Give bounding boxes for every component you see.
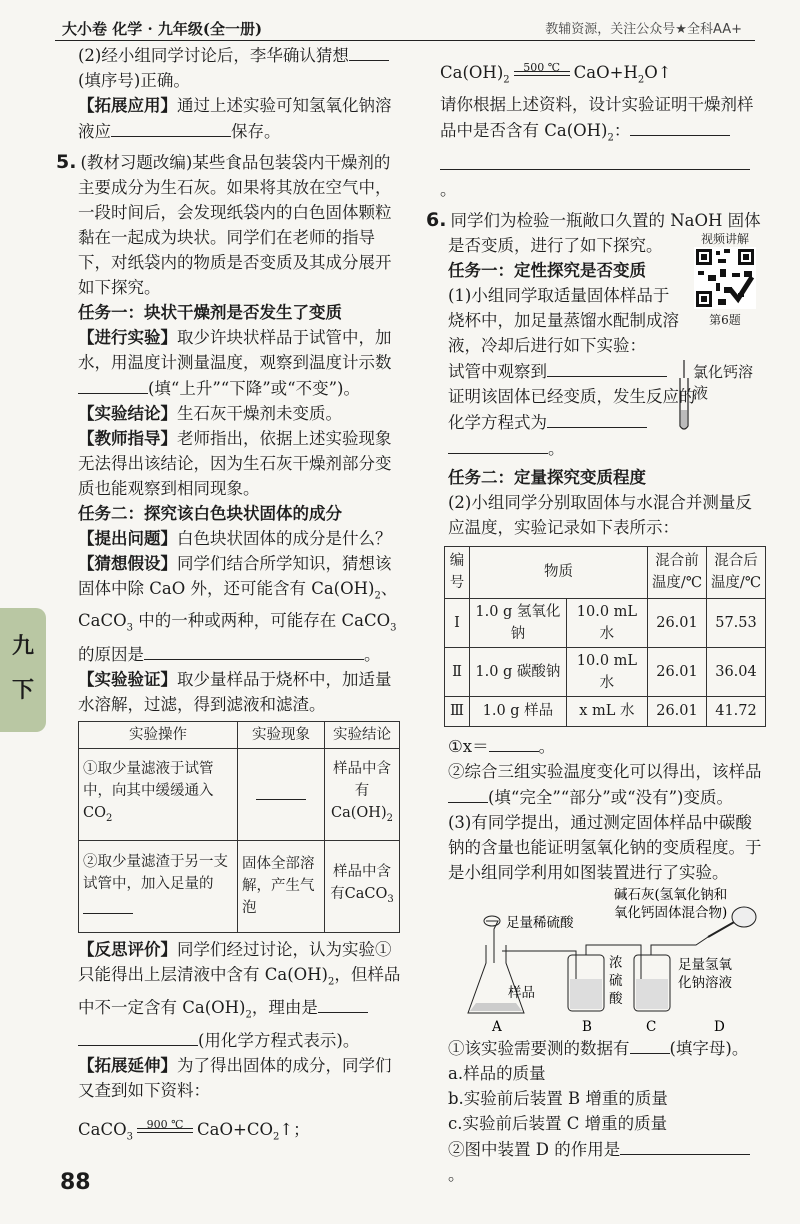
answer-blank[interactable] — [620, 1136, 750, 1155]
soda-lime-label-2: 氧化钙固体混合物) — [614, 904, 728, 921]
table-cell: 26.01 — [648, 647, 707, 696]
answer-blank[interactable] — [448, 435, 548, 454]
q6-compare-question: ②综合三组实验温度变化可以得出，该样品 (填“完全”“部分”或“没有”)变质。 — [448, 761, 762, 807]
table-cell: Ⅲ — [445, 696, 470, 726]
option-a: a.样品的质量 — [448, 1063, 546, 1083]
q5-conclusion: 【实验结论】生石灰干燥剂未变质。 — [78, 404, 342, 423]
side-tab-line1: 九 — [11, 633, 34, 659]
calcium-chloride-label: 氯化钙溶液 — [693, 362, 754, 402]
table-cell: x mL 水 — [566, 696, 647, 726]
answer-blank[interactable] — [144, 641, 364, 660]
q5-question: 【提出问题】白色块状固体的成分是什么？ — [78, 529, 392, 548]
q6-block — [426, 208, 765, 1187]
qr-caption: 第6题 — [709, 312, 741, 327]
temperature-table — [444, 546, 766, 727]
q6-measure-question: ①该实验需要测的数据有 (填字母)。 — [440, 1035, 765, 1061]
q5-task2-heading: 任务二：探究该白色块状固体的成分 — [78, 504, 342, 523]
q6-task1-heading: 任务一：定性探究是否变质 — [448, 260, 646, 280]
q5-hypothesis: 【猜想假设】同学们结合所学知识，猜想该固体中除 CaO 外，还可能含有 $Ca(OH)_2$、CaCO$_3$ 中的一种或两种，可能存在 CaCO$_3$ 的原因是 。 — [78, 554, 398, 664]
page-number: 88 — [60, 1170, 91, 1195]
q6-part2: (2)小组同学分别取固体与水混合并测量反应温度，实验记录如下表所示： — [448, 492, 752, 537]
book-header-title: 大小卷 化学 · 九年级(全一册) — [62, 20, 263, 38]
header-promo: 教辅资源，关注公众号★全科AA+ — [545, 22, 742, 37]
table-row — [445, 696, 766, 726]
table-cell: 样品中含有$Ca(OH)_2$ — [325, 748, 400, 840]
answer-blank[interactable] — [111, 118, 231, 137]
table-header: 实验操作 — [79, 721, 238, 748]
q4-extension: 【拓展应用】通过上述实验可知氢氧化钠溶液应 保存。 — [78, 96, 392, 141]
table-cell: 10.0 mL 水 — [566, 647, 647, 696]
answer-blank[interactable] — [83, 895, 133, 914]
left-column — [56, 42, 405, 1149]
table-cell: 10.0 mL 水 — [566, 598, 647, 647]
grade-side-tab — [0, 608, 46, 732]
naoh-label-2: 化钠溶液 — [678, 974, 732, 991]
q6-part3: (3)有同学提出，通过测定固体样品中碳酸钠的含量也能证明氢氧化钠的变质程度。于是小组同学利用如图装置进行了实验。 — [448, 812, 762, 882]
table-cell — [238, 748, 325, 840]
table-cell: Ⅰ — [445, 598, 470, 647]
option-b: b.实验前后装置 B 增重的质量 — [448, 1088, 668, 1108]
table-cell: 26.01 — [648, 696, 707, 726]
label-a: A — [492, 1018, 502, 1035]
flask-a — [468, 945, 524, 1013]
answer-blank[interactable] — [318, 994, 368, 1013]
answer-blank[interactable] — [547, 358, 667, 377]
label-c: C — [646, 1018, 657, 1035]
label-d: D — [714, 1018, 725, 1035]
side-tab-line2: 下 — [11, 677, 34, 703]
answer-blank[interactable] — [547, 409, 647, 428]
answer-blank[interactable] — [489, 733, 539, 752]
table-cell: ①取少量滤液于试管中，向其中缓缓通入$CO_2$ — [79, 748, 238, 840]
table-header: 实验结论 — [325, 721, 400, 748]
table-cell: 57.53 — [707, 598, 766, 647]
table-cell: 1.0 g 氢氧化钠 — [470, 598, 567, 647]
table-header: 编号 — [445, 546, 470, 598]
answer-blank[interactable] — [630, 117, 730, 136]
naoh-label-1: 足量氢氧 — [678, 956, 732, 973]
equation-caco3: CaCO$_3$ 900 ℃ $CaO+CO_2↑$； — [78, 1118, 310, 1143]
table-cell: ②取少量滤渣于另一支试管中，加入足量的 — [79, 840, 238, 932]
q5-verification: 【实验验证】取少量样品于烧杯中，加适量水溶解，过滤，得到滤液和滤渣。 — [78, 669, 392, 714]
header-rule — [55, 40, 755, 41]
test-tube-icon — [677, 360, 691, 434]
table-cell: Ⅱ — [445, 647, 470, 696]
right-column — [426, 60, 765, 1187]
q5-intro: 5. (教材习题改编)某些食品包装袋内干燥剂的主要成分为生石灰。如果将其放在空气中，一段时间后，会发现纸袋内的白色固体颗粒黏在一起成为块状。同学们在老师的指导下，对纸袋内的物质是否变质及其成分展开如下探究。 — [56, 151, 392, 297]
table-cell: 26.01 — [648, 598, 707, 647]
table-cell: 样品中含有CaCO$_3$ — [325, 840, 400, 932]
soda-lime-label-1: 碱石灰(氢氧化钠和 — [614, 886, 728, 903]
qr-block — [685, 232, 765, 328]
answer-blank[interactable] — [78, 375, 148, 394]
table-cell: 1.0 g 样品 — [470, 696, 567, 726]
table-row — [445, 598, 766, 647]
drying-tube-d — [732, 907, 756, 927]
equation-caoh2: $Ca(OH)_2$ 500 ℃ $CaO+H_2O↑$ — [440, 61, 672, 86]
apparatus-diagram — [446, 885, 766, 1035]
answer-blank[interactable] — [256, 781, 306, 800]
q6-intro: 6. 同学们为检验一瓶敞口久置的 NaOH 固体是否变质，进行了如下探究。 — [426, 208, 761, 255]
label-b: B — [582, 1018, 592, 1035]
q5-reflection: 【反思评价】同学们经过讨论，认为实验①只能得出上层清液中含有 $Ca(OH)_2$，但样品中不一定含有 $Ca(OH)_2$，理由是 (用化学方程式表示)。 — [78, 939, 401, 1051]
answer-blank[interactable] — [630, 1035, 670, 1054]
q6-task2-heading: 任务二：定量探究变质程度 — [448, 467, 646, 487]
sample-label: 样品 — [508, 984, 535, 1001]
table-cell: 1.0 g 碳酸钠 — [470, 647, 567, 696]
q6-x-question: ①x＝ 。 — [440, 733, 765, 759]
q4-part2: (2)经小组同学讨论后，李华确认猜想(填序号)正确。 — [60, 42, 405, 93]
q5-task1-heading: 任务一：块状干燥剂是否发生了变质 — [78, 303, 342, 322]
table-cell: 固体全部溶解，产生气泡 — [238, 840, 325, 932]
answer-blank[interactable] — [440, 151, 750, 170]
answer-blank[interactable] — [448, 784, 488, 803]
table-cell: 36.04 — [707, 647, 766, 696]
option-c: c.实验前后装置 C 增重的质量 — [448, 1113, 668, 1133]
q5-teacher-guidance: 【教师指导】老师指出，依据上述实验现象无法得出该结论，因为生石灰干燥剂部分变质也能观察到相同现象。 — [78, 429, 392, 498]
conc-acid-3: 酸 — [609, 990, 623, 1007]
q5-extension: 【拓展延伸】为了得出固体的成分，同学们又查到如下资料： — [78, 1056, 392, 1101]
acid-label: 足量稀硫酸 — [506, 914, 574, 931]
q6-device-d-question: ②图中装置 D 的作用是。 — [440, 1136, 765, 1187]
table-row — [445, 647, 766, 696]
q6-part1: (1)小组同学取适量固体样品于烧杯中，加足量蒸馏水配制成溶液，冷却后进行如下实验： — [448, 285, 679, 355]
q5-experiment-table — [78, 721, 400, 933]
table-header: 混合前温度/℃ — [648, 546, 707, 598]
q5-experiment: 【进行实验】取少许块状样品于试管中，加水，用温度计测量温度，观察到温度计示数 (填“上升”“下降”或“不变”)。 — [78, 328, 392, 398]
design-question: 请你根据上述资料，设计实验证明干燥剂样品中是否含有 $Ca(OH)_2$： 。 — [440, 95, 754, 199]
table-header: 实验现象 — [238, 721, 325, 748]
conc-acid-1: 浓 — [609, 954, 623, 971]
answer-blank[interactable] — [78, 1027, 198, 1046]
table-header: 物质 — [470, 546, 648, 598]
q6-observation: 试管中观察到 证明该固体已经变质，发生反应的化学方程式为 。 氯化钙溶液 — [440, 358, 765, 461]
table-header: 混合后温度/℃ — [707, 546, 766, 598]
table-cell: 41.72 — [707, 696, 766, 726]
conc-acid-2: 硫 — [609, 972, 623, 989]
qr-code-icon[interactable] — [694, 247, 756, 309]
answer-blank[interactable] — [349, 42, 389, 61]
video-label: 视频讲解 — [700, 231, 749, 246]
